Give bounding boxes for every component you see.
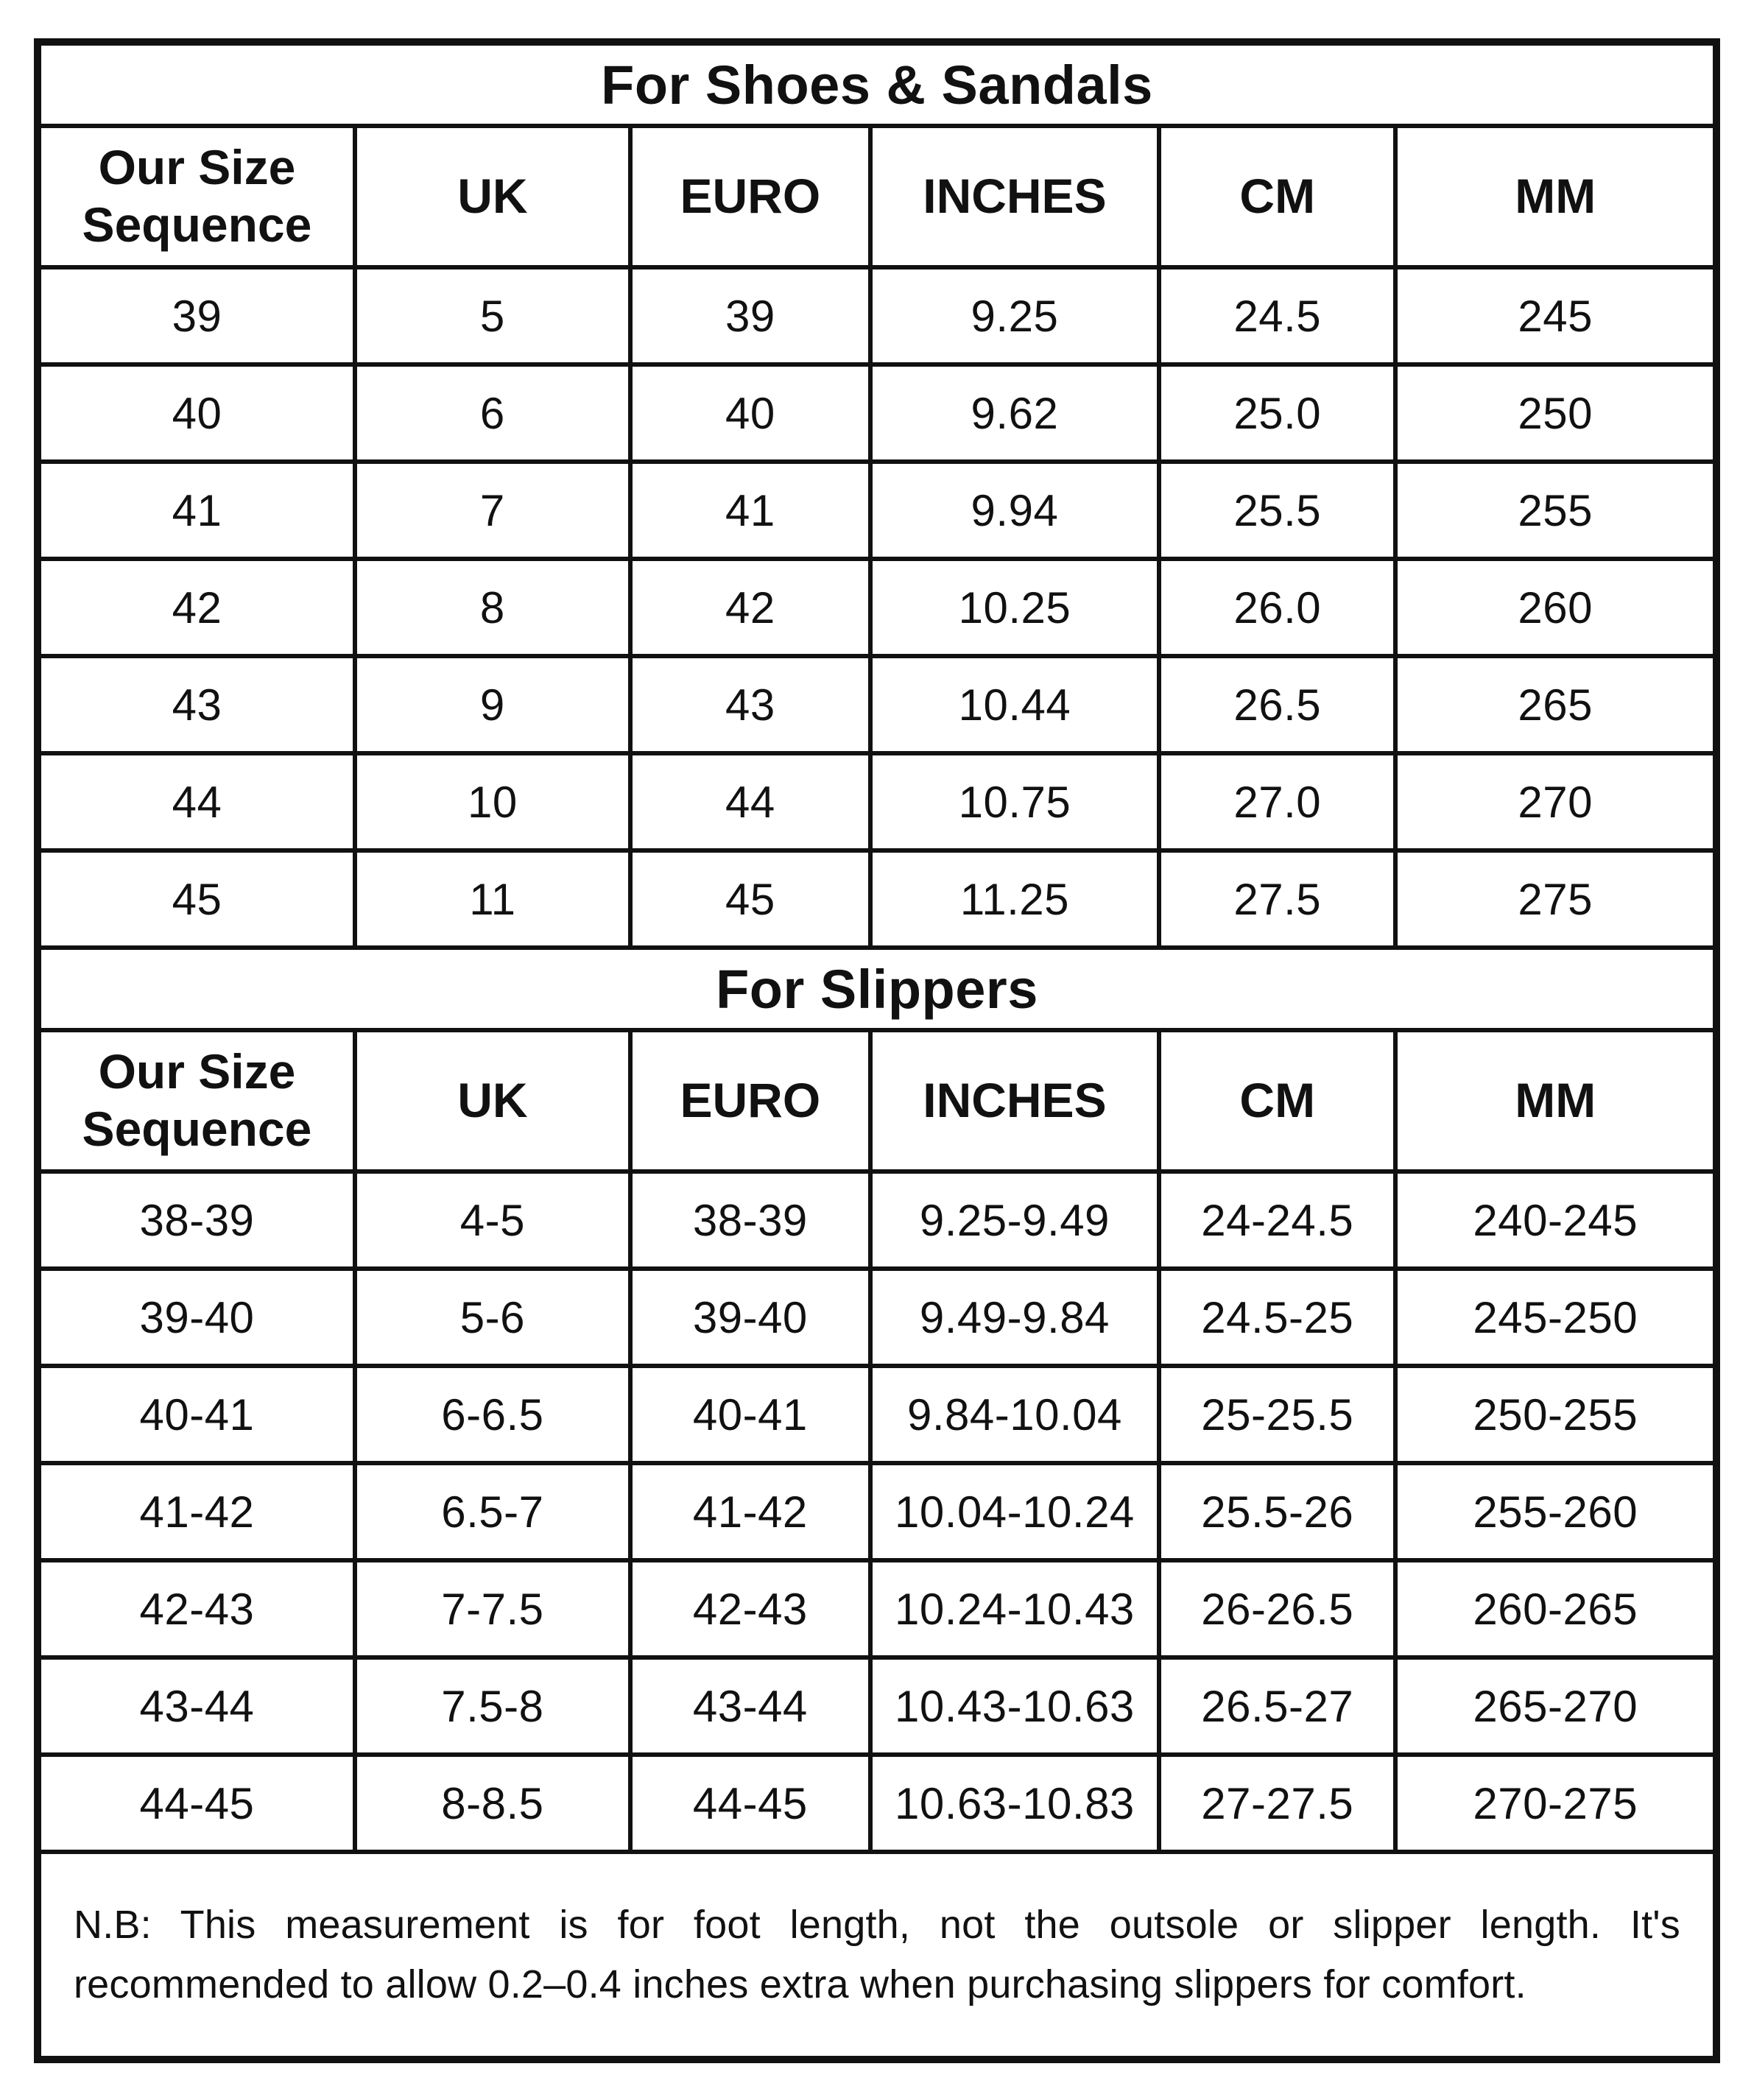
table-row (38, 267, 1716, 364)
table-row (38, 1755, 1716, 1852)
size-cell: 39 (38, 267, 355, 364)
size-cell: 27.5 (1159, 850, 1395, 948)
table-row (38, 753, 1716, 850)
size-cell: 10.43-10.63 (870, 1657, 1159, 1755)
column-header: Our Size Sequence (38, 126, 355, 267)
table-row (38, 656, 1716, 753)
size-cell: 44 (630, 753, 870, 850)
size-cell: 25.5 (1159, 462, 1395, 559)
size-cell: 255 (1395, 462, 1716, 559)
column-header: MM (1395, 1030, 1716, 1171)
size-cell: 275 (1395, 850, 1716, 948)
size-cell: 40 (630, 364, 870, 462)
size-cell: 44-45 (630, 1755, 870, 1852)
size-cell: 44-45 (38, 1755, 355, 1852)
table-row (38, 1463, 1716, 1560)
size-cell: 26.5 (1159, 656, 1395, 753)
size-cell: 24.5-25 (1159, 1269, 1395, 1366)
slippers-table-title: For Slippers (38, 948, 1716, 1030)
size-cell: 26-26.5 (1159, 1560, 1395, 1657)
size-cell: 250 (1395, 364, 1716, 462)
size-cell: 45 (38, 850, 355, 948)
size-cell: 8 (355, 559, 630, 656)
size-cell: 10.75 (870, 753, 1159, 850)
shoes-section (38, 42, 1716, 948)
table-row (38, 1269, 1716, 1366)
size-cell: 5-6 (355, 1269, 630, 1366)
column-header: Our Size Sequence (38, 1030, 355, 1171)
table-row (38, 559, 1716, 656)
size-cell: 255-260 (1395, 1463, 1716, 1560)
column-header: UK (355, 1030, 630, 1171)
size-cell: 24.5 (1159, 267, 1395, 364)
size-cell: 26.5-27 (1159, 1657, 1395, 1755)
size-cell: 38-39 (630, 1171, 870, 1269)
size-cell: 6 (355, 364, 630, 462)
size-cell: 5 (355, 267, 630, 364)
column-header: INCHES (870, 1030, 1159, 1171)
size-cell: 260 (1395, 559, 1716, 656)
column-header: UK (355, 126, 630, 267)
size-cell: 270 (1395, 753, 1716, 850)
size-cell: 39-40 (630, 1269, 870, 1366)
size-cell: 43-44 (38, 1657, 355, 1755)
size-cell: 7.5-8 (355, 1657, 630, 1755)
size-cell: 41 (630, 462, 870, 559)
size-cell: 245-250 (1395, 1269, 1716, 1366)
size-cell: 245 (1395, 267, 1716, 364)
size-cell: 40 (38, 364, 355, 462)
shoes-header-row (38, 126, 1716, 267)
size-cell: 9 (355, 656, 630, 753)
size-cell: 10.44 (870, 656, 1159, 753)
table-row (38, 1560, 1716, 1657)
size-cell: 39-40 (38, 1269, 355, 1366)
size-cell: 25.0 (1159, 364, 1395, 462)
size-cell: 9.84-10.04 (870, 1366, 1159, 1463)
size-cell: 4-5 (355, 1171, 630, 1269)
size-cell: 38-39 (38, 1171, 355, 1269)
table-row (38, 364, 1716, 462)
size-cell: 40-41 (38, 1366, 355, 1463)
table-row (38, 1657, 1716, 1755)
size-cell: 9.94 (870, 462, 1159, 559)
size-cell: 8-8.5 (355, 1755, 630, 1852)
column-header: CM (1159, 1030, 1395, 1171)
slippers-title-row (38, 948, 1716, 1030)
size-cell: 42-43 (630, 1560, 870, 1657)
table-row (38, 462, 1716, 559)
size-cell: 43 (630, 656, 870, 753)
size-cell: 7-7.5 (355, 1560, 630, 1657)
size-cell: 43 (38, 656, 355, 753)
size-cell: 41-42 (38, 1463, 355, 1560)
size-cell: 270-275 (1395, 1755, 1716, 1852)
size-cell: 26.0 (1159, 559, 1395, 656)
size-cell: 10.04-10.24 (870, 1463, 1159, 1560)
size-cell: 41-42 (630, 1463, 870, 1560)
size-chart-table (34, 38, 1720, 2063)
size-cell: 9.62 (870, 364, 1159, 462)
note-text: N.B: This measurement is for foot length, not the outsole or slipper length. It's recommended to allow 0.2–0.4 inches extra when purchasing slippers for comfort. (38, 1852, 1716, 2060)
size-cell: 250-255 (1395, 1366, 1716, 1463)
size-cell: 40-41 (630, 1366, 870, 1463)
size-cell: 6.5-7 (355, 1463, 630, 1560)
shoes-table-title: For Shoes & Sandals (38, 42, 1716, 126)
size-cell: 41 (38, 462, 355, 559)
size-cell: 24-24.5 (1159, 1171, 1395, 1269)
size-cell: 10.25 (870, 559, 1159, 656)
size-cell: 265 (1395, 656, 1716, 753)
slippers-section (38, 948, 1716, 1852)
size-cell: 10 (355, 753, 630, 850)
size-cell: 27-27.5 (1159, 1755, 1395, 1852)
size-cell: 265-270 (1395, 1657, 1716, 1755)
column-header: EURO (630, 126, 870, 267)
column-header: INCHES (870, 126, 1159, 267)
size-cell: 6-6.5 (355, 1366, 630, 1463)
column-header: CM (1159, 126, 1395, 267)
table-row (38, 850, 1716, 948)
size-cell: 10.63-10.83 (870, 1755, 1159, 1852)
column-header: MM (1395, 126, 1716, 267)
size-cell: 42 (630, 559, 870, 656)
size-cell: 10.24-10.43 (870, 1560, 1159, 1657)
size-cell: 42-43 (38, 1560, 355, 1657)
size-cell: 11 (355, 850, 630, 948)
size-cell: 25.5-26 (1159, 1463, 1395, 1560)
size-cell: 27.0 (1159, 753, 1395, 850)
size-cell: 260-265 (1395, 1560, 1716, 1657)
size-cell: 39 (630, 267, 870, 364)
size-cell: 9.25 (870, 267, 1159, 364)
size-cell: 9.25-9.49 (870, 1171, 1159, 1269)
size-cell: 43-44 (630, 1657, 870, 1755)
table-row (38, 1171, 1716, 1269)
note-section (38, 1852, 1716, 2060)
size-cell: 25-25.5 (1159, 1366, 1395, 1463)
size-cell: 240-245 (1395, 1171, 1716, 1269)
size-cell: 11.25 (870, 850, 1159, 948)
size-cell: 42 (38, 559, 355, 656)
size-cell: 7 (355, 462, 630, 559)
size-cell: 9.49-9.84 (870, 1269, 1159, 1366)
slippers-header-row (38, 1030, 1716, 1171)
column-header: EURO (630, 1030, 870, 1171)
shoes-title-row (38, 42, 1716, 126)
note-row (38, 1852, 1716, 2060)
size-cell: 45 (630, 850, 870, 948)
size-cell: 44 (38, 753, 355, 850)
table-row (38, 1366, 1716, 1463)
